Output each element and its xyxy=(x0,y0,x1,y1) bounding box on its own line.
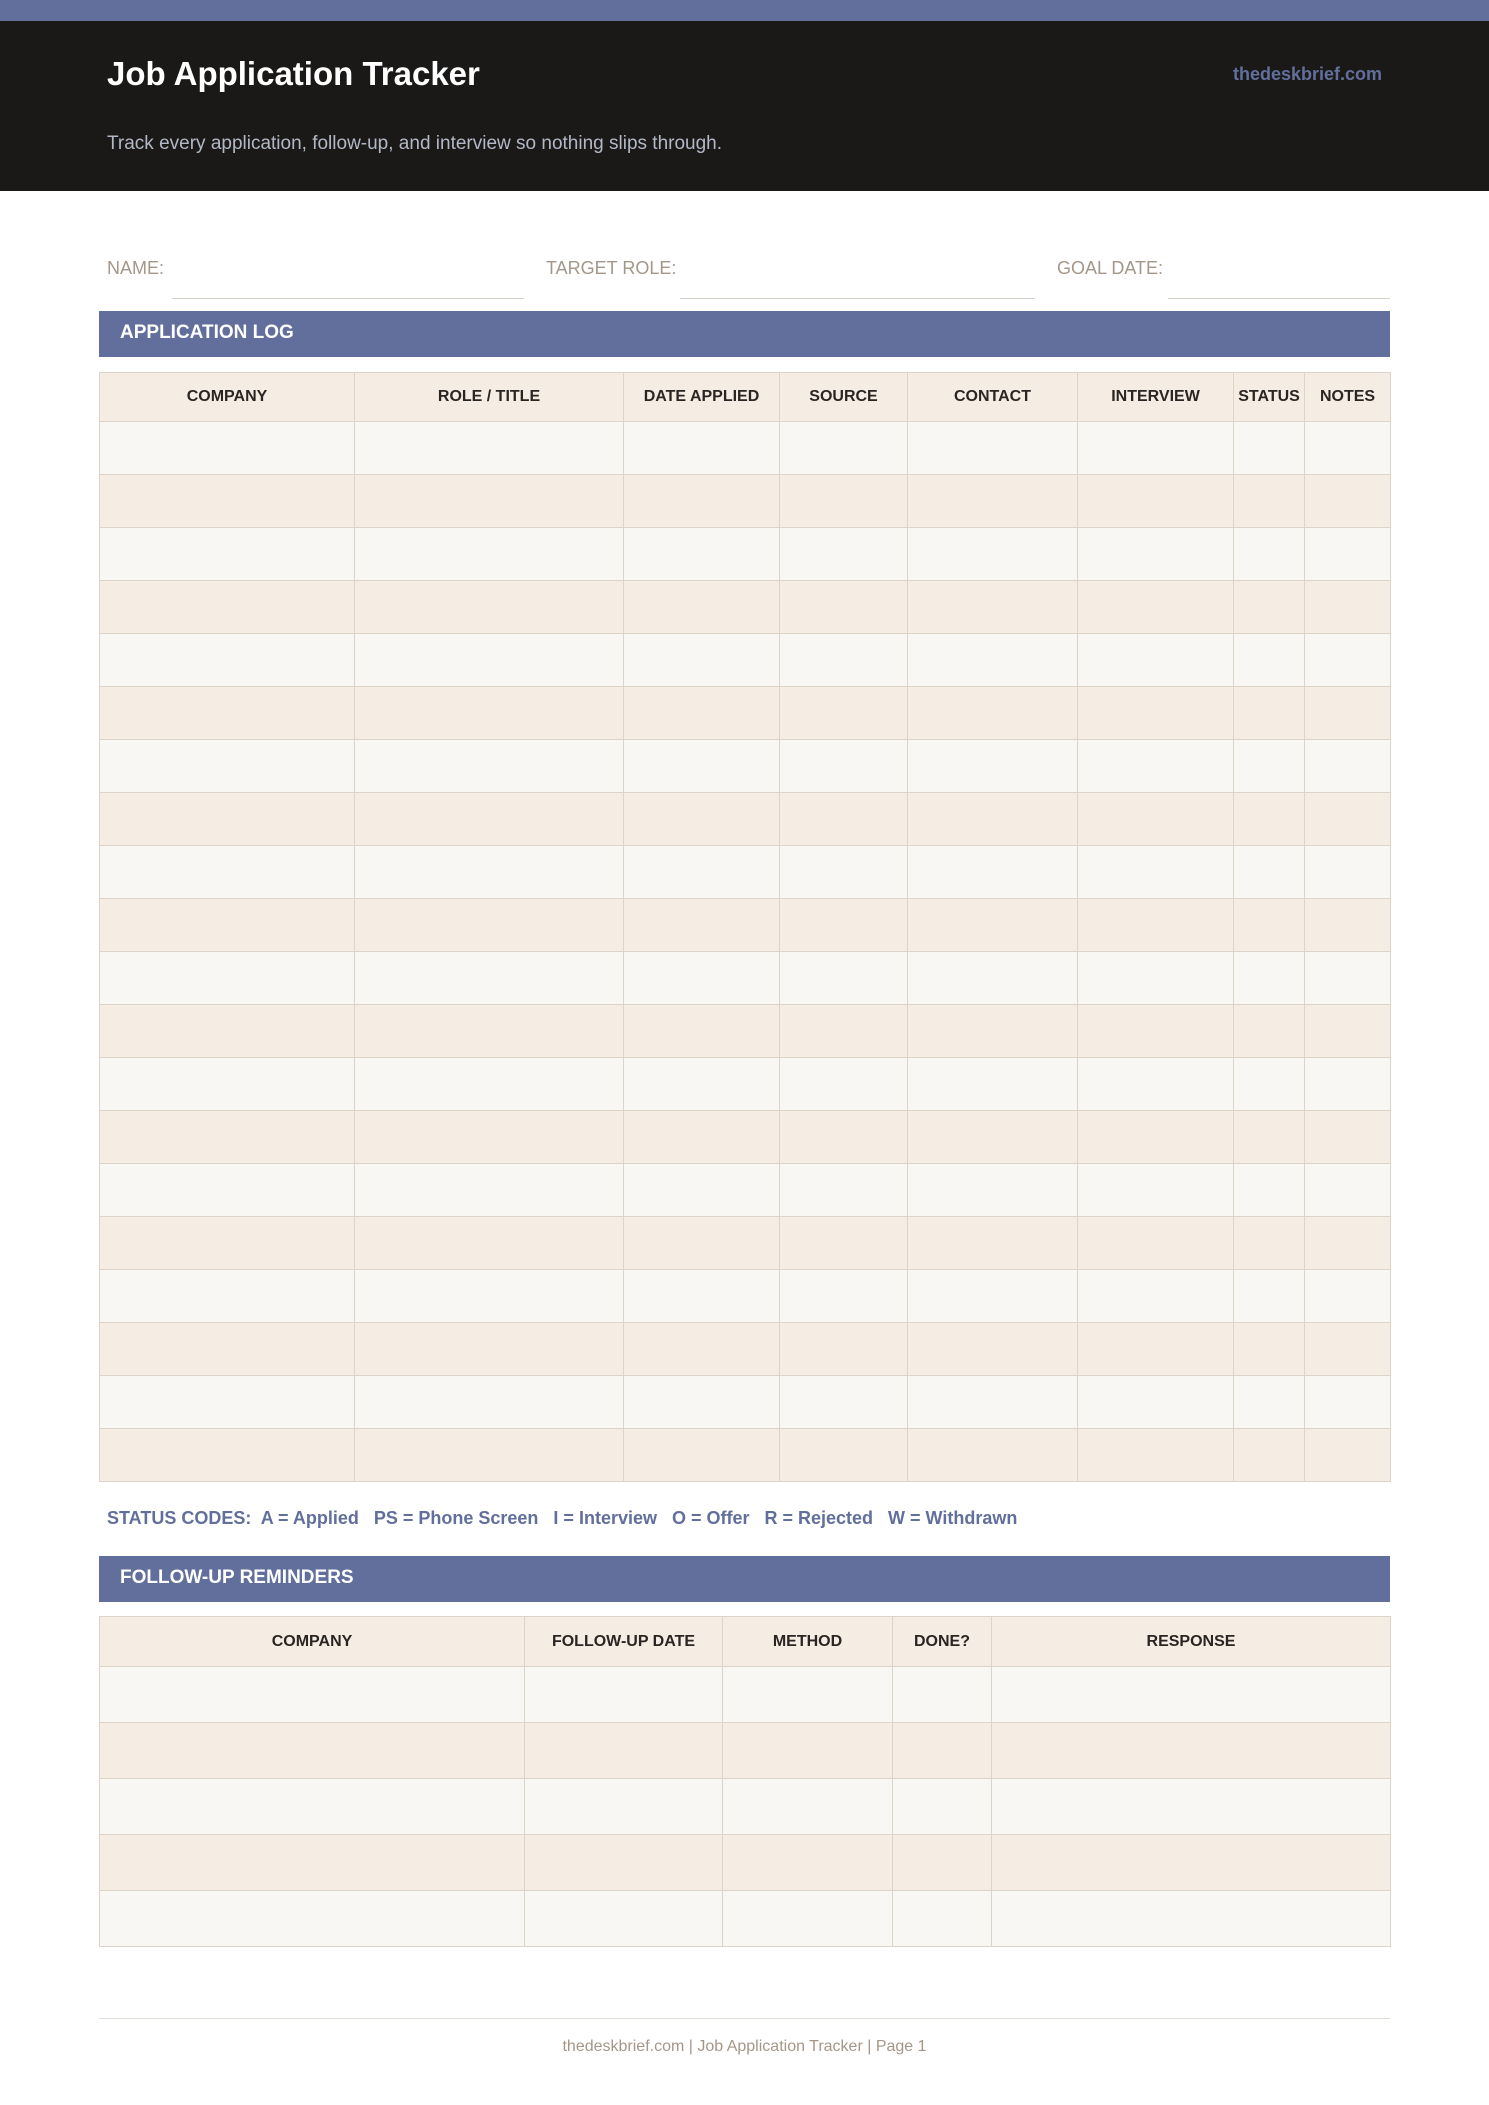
table-cell[interactable] xyxy=(624,1323,780,1376)
table-cell[interactable] xyxy=(780,899,908,952)
table-cell[interactable] xyxy=(355,740,624,793)
table-cell[interactable] xyxy=(624,475,780,528)
column-header: FOLLOW-UP DATE xyxy=(525,1617,723,1667)
table-cell[interactable] xyxy=(525,1779,723,1835)
table-cell[interactable] xyxy=(355,952,624,1005)
info-fields xyxy=(0,244,1489,300)
table-cell[interactable] xyxy=(100,1164,355,1217)
column-header: DATE APPLIED xyxy=(624,373,780,422)
table-cell[interactable] xyxy=(780,1164,908,1217)
table-cell[interactable] xyxy=(1305,634,1391,687)
goal-date-field[interactable] xyxy=(1168,298,1390,299)
table-cell[interactable] xyxy=(908,899,1078,952)
table-cell[interactable] xyxy=(908,846,1078,899)
table-cell[interactable] xyxy=(1305,740,1391,793)
table-cell[interactable] xyxy=(780,1058,908,1111)
table-cell[interactable] xyxy=(624,422,780,475)
table-cell[interactable] xyxy=(780,1005,908,1058)
table-cell[interactable] xyxy=(780,740,908,793)
table-cell[interactable] xyxy=(780,952,908,1005)
table-cell[interactable] xyxy=(100,793,355,846)
follow-up-header xyxy=(99,1556,1390,1602)
table-cell[interactable] xyxy=(908,1217,1078,1270)
table-cell[interactable] xyxy=(355,899,624,952)
table-cell[interactable] xyxy=(100,528,355,581)
table-cell[interactable] xyxy=(908,1429,1078,1482)
target-role-label: TARGET ROLE: xyxy=(546,258,677,278)
table-cell[interactable] xyxy=(100,1323,355,1376)
table-cell[interactable] xyxy=(100,952,355,1005)
table-cell[interactable] xyxy=(780,1217,908,1270)
table-cell[interactable] xyxy=(1305,1429,1391,1482)
table-cell[interactable] xyxy=(908,1058,1078,1111)
table-cell[interactable] xyxy=(1305,422,1391,475)
table-cell[interactable] xyxy=(1078,422,1234,475)
table-row xyxy=(100,1667,1391,1723)
table-cell[interactable] xyxy=(1234,1217,1305,1270)
table-cell[interactable] xyxy=(624,1270,780,1323)
table-cell[interactable] xyxy=(780,1323,908,1376)
table-cell[interactable] xyxy=(780,687,908,740)
table-cell[interactable] xyxy=(1305,528,1391,581)
table-cell[interactable] xyxy=(1234,740,1305,793)
table-cell[interactable] xyxy=(1234,581,1305,634)
table-cell[interactable] xyxy=(992,1835,1391,1891)
table-cell[interactable] xyxy=(1305,952,1391,1005)
table-cell[interactable] xyxy=(780,475,908,528)
table-cell[interactable] xyxy=(1078,1005,1234,1058)
column-header: DONE? xyxy=(893,1617,992,1667)
column-header: STATUS xyxy=(1234,373,1305,422)
table-cell[interactable] xyxy=(1078,952,1234,1005)
table-cell[interactable] xyxy=(100,1891,525,1947)
table-cell[interactable] xyxy=(355,1164,624,1217)
table-cell[interactable] xyxy=(1078,846,1234,899)
table-row xyxy=(100,1005,1391,1058)
table-cell[interactable] xyxy=(1078,1323,1234,1376)
table-cell[interactable] xyxy=(908,1376,1078,1429)
table-cell[interactable] xyxy=(1305,1111,1391,1164)
table-row xyxy=(100,1270,1391,1323)
table-cell[interactable] xyxy=(624,1111,780,1164)
column-header: RESPONSE xyxy=(992,1617,1391,1667)
table-cell[interactable] xyxy=(100,1111,355,1164)
table-cell[interactable] xyxy=(1234,952,1305,1005)
table-cell[interactable] xyxy=(908,1005,1078,1058)
table-cell[interactable] xyxy=(1078,740,1234,793)
table-cell[interactable] xyxy=(908,687,1078,740)
table-cell[interactable] xyxy=(908,475,1078,528)
table-cell[interactable] xyxy=(908,528,1078,581)
table-cell[interactable] xyxy=(1078,634,1234,687)
page-header xyxy=(0,21,1489,191)
table-row xyxy=(100,793,1391,846)
table-cell[interactable] xyxy=(100,1429,355,1482)
table-row xyxy=(100,475,1391,528)
table-cell[interactable] xyxy=(100,581,355,634)
follow-up-title: FOLLOW-UP REMINDERS xyxy=(120,1567,354,1588)
table-cell[interactable] xyxy=(624,1217,780,1270)
table-cell[interactable] xyxy=(1078,1164,1234,1217)
table-cell[interactable] xyxy=(624,793,780,846)
column-header: NOTES xyxy=(1305,373,1391,422)
table-cell[interactable] xyxy=(723,1779,893,1835)
table-cell[interactable] xyxy=(1305,846,1391,899)
table-cell[interactable] xyxy=(908,793,1078,846)
table-cell[interactable] xyxy=(355,1217,624,1270)
table-cell[interactable] xyxy=(1305,1217,1391,1270)
table-cell[interactable] xyxy=(355,1005,624,1058)
table-cell[interactable] xyxy=(893,1891,992,1947)
table-row xyxy=(100,528,1391,581)
table-cell[interactable] xyxy=(780,793,908,846)
table-cell[interactable] xyxy=(100,475,355,528)
table-cell[interactable] xyxy=(100,687,355,740)
table-cell[interactable] xyxy=(100,899,355,952)
column-header: COMPANY xyxy=(100,1617,525,1667)
table-cell[interactable] xyxy=(355,634,624,687)
table-cell[interactable] xyxy=(723,1835,893,1891)
table-cell[interactable] xyxy=(893,1779,992,1835)
table-cell[interactable] xyxy=(780,581,908,634)
status-codes-legend xyxy=(107,1508,1017,1529)
table-cell[interactable] xyxy=(100,740,355,793)
table-cell[interactable] xyxy=(525,1891,723,1947)
table-cell[interactable] xyxy=(100,1058,355,1111)
table-cell[interactable] xyxy=(1305,1323,1391,1376)
table-cell[interactable] xyxy=(355,687,624,740)
table-cell[interactable] xyxy=(1234,687,1305,740)
column-header: CONTACT xyxy=(908,373,1078,422)
table-row xyxy=(100,687,1391,740)
table-cell[interactable] xyxy=(723,1723,893,1779)
table-cell[interactable] xyxy=(355,1323,624,1376)
table-cell[interactable] xyxy=(780,846,908,899)
table-cell[interactable] xyxy=(1234,1270,1305,1323)
table-cell[interactable] xyxy=(1078,475,1234,528)
target-role-field[interactable] xyxy=(680,298,1035,299)
accent-stripe xyxy=(0,0,1489,21)
table-row xyxy=(100,1376,1391,1429)
table-cell[interactable] xyxy=(1305,581,1391,634)
table-cell[interactable] xyxy=(1078,528,1234,581)
table-row xyxy=(100,1891,1391,1947)
table-cell[interactable] xyxy=(355,1429,624,1482)
name-label: NAME: xyxy=(107,258,165,278)
table-cell[interactable] xyxy=(723,1667,893,1723)
table-cell[interactable] xyxy=(1078,1376,1234,1429)
table-cell[interactable] xyxy=(780,1376,908,1429)
table-cell[interactable] xyxy=(1234,1323,1305,1376)
goal-date-label: GOAL DATE: xyxy=(1057,258,1164,278)
table-cell[interactable] xyxy=(100,634,355,687)
table-cell[interactable] xyxy=(100,1217,355,1270)
table-cell[interactable] xyxy=(355,793,624,846)
table-cell[interactable] xyxy=(1305,1005,1391,1058)
table-cell[interactable] xyxy=(908,740,1078,793)
table-cell[interactable] xyxy=(355,1376,624,1429)
table-cell[interactable] xyxy=(1234,422,1305,475)
table-cell[interactable] xyxy=(1234,846,1305,899)
table-cell[interactable] xyxy=(100,1270,355,1323)
table-cell[interactable] xyxy=(1234,1111,1305,1164)
table-cell[interactable] xyxy=(992,1667,1391,1723)
application-log-header-row xyxy=(100,373,1391,422)
table-cell[interactable] xyxy=(100,422,355,475)
table-cell[interactable] xyxy=(1234,1164,1305,1217)
table-cell[interactable] xyxy=(100,1723,525,1779)
table-cell[interactable] xyxy=(1078,1111,1234,1164)
table-cell[interactable] xyxy=(525,1835,723,1891)
table-cell[interactable] xyxy=(1234,528,1305,581)
column-header: SOURCE xyxy=(780,373,908,422)
column-header: ROLE / TITLE xyxy=(355,373,624,422)
table-cell[interactable] xyxy=(624,740,780,793)
page-subtitle: Track every application, follow-up, and interview so nothing slips through. xyxy=(107,133,723,154)
table-cell[interactable] xyxy=(355,1111,624,1164)
table-cell[interactable] xyxy=(624,899,780,952)
table-cell[interactable] xyxy=(1234,1376,1305,1429)
table-row xyxy=(100,634,1391,687)
table-row xyxy=(100,1111,1391,1164)
table-cell[interactable] xyxy=(355,422,624,475)
table-cell[interactable] xyxy=(1234,1058,1305,1111)
table-cell[interactable] xyxy=(355,581,624,634)
table-row xyxy=(100,846,1391,899)
table-cell[interactable] xyxy=(780,528,908,581)
table-cell[interactable] xyxy=(1305,1270,1391,1323)
status-codes-list: A = Applied PS = Phone Screen I = Interview O = Offer R = Rejected W = Withdrawn xyxy=(260,1508,1018,1528)
page-footer: thedeskbrief.com | Job Application Tracker | Page 1 xyxy=(562,2038,927,2055)
table-row xyxy=(100,952,1391,1005)
table-cell[interactable] xyxy=(624,846,780,899)
table-cell[interactable] xyxy=(908,1111,1078,1164)
table-cell[interactable] xyxy=(908,581,1078,634)
application-log-header xyxy=(99,311,1390,357)
table-cell[interactable] xyxy=(624,581,780,634)
table-cell[interactable] xyxy=(624,952,780,1005)
table-cell[interactable] xyxy=(1305,793,1391,846)
table-cell[interactable] xyxy=(908,1164,1078,1217)
table-row xyxy=(100,899,1391,952)
table-row xyxy=(100,1058,1391,1111)
table-cell[interactable] xyxy=(100,846,355,899)
table-cell[interactable] xyxy=(525,1723,723,1779)
table-row xyxy=(100,1217,1391,1270)
table-cell[interactable] xyxy=(624,528,780,581)
table-cell[interactable] xyxy=(908,1270,1078,1323)
table-cell[interactable] xyxy=(1234,899,1305,952)
table-cell[interactable] xyxy=(1234,634,1305,687)
application-log-title: APPLICATION LOG xyxy=(120,322,294,343)
table-cell[interactable] xyxy=(1078,1058,1234,1111)
table-cell[interactable] xyxy=(780,1111,908,1164)
status-codes-label: STATUS CODES: xyxy=(107,1508,252,1528)
follow-up-table xyxy=(99,1616,1391,1947)
table-row xyxy=(100,740,1391,793)
table-cell[interactable] xyxy=(992,1891,1391,1947)
table-cell[interactable] xyxy=(908,422,1078,475)
column-header: INTERVIEW xyxy=(1078,373,1234,422)
table-cell[interactable] xyxy=(1305,1376,1391,1429)
table-cell[interactable] xyxy=(1234,1429,1305,1482)
table-cell[interactable] xyxy=(780,634,908,687)
table-cell[interactable] xyxy=(1305,1058,1391,1111)
table-cell[interactable] xyxy=(780,1270,908,1323)
table-cell[interactable] xyxy=(1078,1270,1234,1323)
table-cell[interactable] xyxy=(1078,1429,1234,1482)
table-row xyxy=(100,1323,1391,1376)
table-cell[interactable] xyxy=(1305,899,1391,952)
name-field[interactable] xyxy=(172,298,524,299)
table-cell[interactable] xyxy=(1305,1164,1391,1217)
table-cell[interactable] xyxy=(893,1667,992,1723)
table-cell[interactable] xyxy=(1078,687,1234,740)
table-cell[interactable] xyxy=(780,1429,908,1482)
application-log-table xyxy=(99,372,1391,1482)
table-cell[interactable] xyxy=(100,1779,525,1835)
table-cell[interactable] xyxy=(355,528,624,581)
table-cell[interactable] xyxy=(624,1164,780,1217)
table-cell[interactable] xyxy=(1078,581,1234,634)
table-cell[interactable] xyxy=(992,1723,1391,1779)
table-cell[interactable] xyxy=(355,1058,624,1111)
table-cell[interactable] xyxy=(1305,475,1391,528)
table-cell[interactable] xyxy=(1305,687,1391,740)
table-cell[interactable] xyxy=(624,1005,780,1058)
follow-up-header-row xyxy=(100,1617,1391,1667)
table-cell[interactable] xyxy=(100,1376,355,1429)
table-row xyxy=(100,422,1391,475)
table-row xyxy=(100,1723,1391,1779)
table-cell[interactable] xyxy=(100,1835,525,1891)
table-cell[interactable] xyxy=(1078,1217,1234,1270)
table-cell[interactable] xyxy=(624,634,780,687)
table-cell[interactable] xyxy=(908,634,1078,687)
table-cell[interactable] xyxy=(100,1667,525,1723)
table-cell[interactable] xyxy=(1234,793,1305,846)
table-cell[interactable] xyxy=(100,1005,355,1058)
table-cell[interactable] xyxy=(355,475,624,528)
table-row xyxy=(100,1164,1391,1217)
table-cell[interactable] xyxy=(1078,899,1234,952)
table-cell[interactable] xyxy=(893,1723,992,1779)
table-cell[interactable] xyxy=(1078,793,1234,846)
table-row xyxy=(100,1779,1391,1835)
table-row xyxy=(100,1835,1391,1891)
column-header: METHOD xyxy=(723,1617,893,1667)
table-cell[interactable] xyxy=(893,1835,992,1891)
table-cell[interactable] xyxy=(624,687,780,740)
table-cell[interactable] xyxy=(355,846,624,899)
table-cell[interactable] xyxy=(780,422,908,475)
table-cell[interactable] xyxy=(1234,1005,1305,1058)
table-cell[interactable] xyxy=(624,1429,780,1482)
site-name: thedeskbrief.com xyxy=(1232,64,1382,84)
table-cell[interactable] xyxy=(355,1270,624,1323)
page-title: Job Application Tracker xyxy=(107,55,480,92)
table-cell[interactable] xyxy=(992,1779,1391,1835)
table-cell[interactable] xyxy=(624,1058,780,1111)
table-cell[interactable] xyxy=(1234,475,1305,528)
table-cell[interactable] xyxy=(525,1667,723,1723)
table-row xyxy=(100,581,1391,634)
table-row xyxy=(100,1429,1391,1482)
table-cell[interactable] xyxy=(624,1376,780,1429)
table-cell[interactable] xyxy=(908,952,1078,1005)
table-cell[interactable] xyxy=(908,1323,1078,1376)
footer-divider xyxy=(99,2018,1390,2019)
table-cell[interactable] xyxy=(723,1891,893,1947)
column-header: COMPANY xyxy=(100,373,355,422)
